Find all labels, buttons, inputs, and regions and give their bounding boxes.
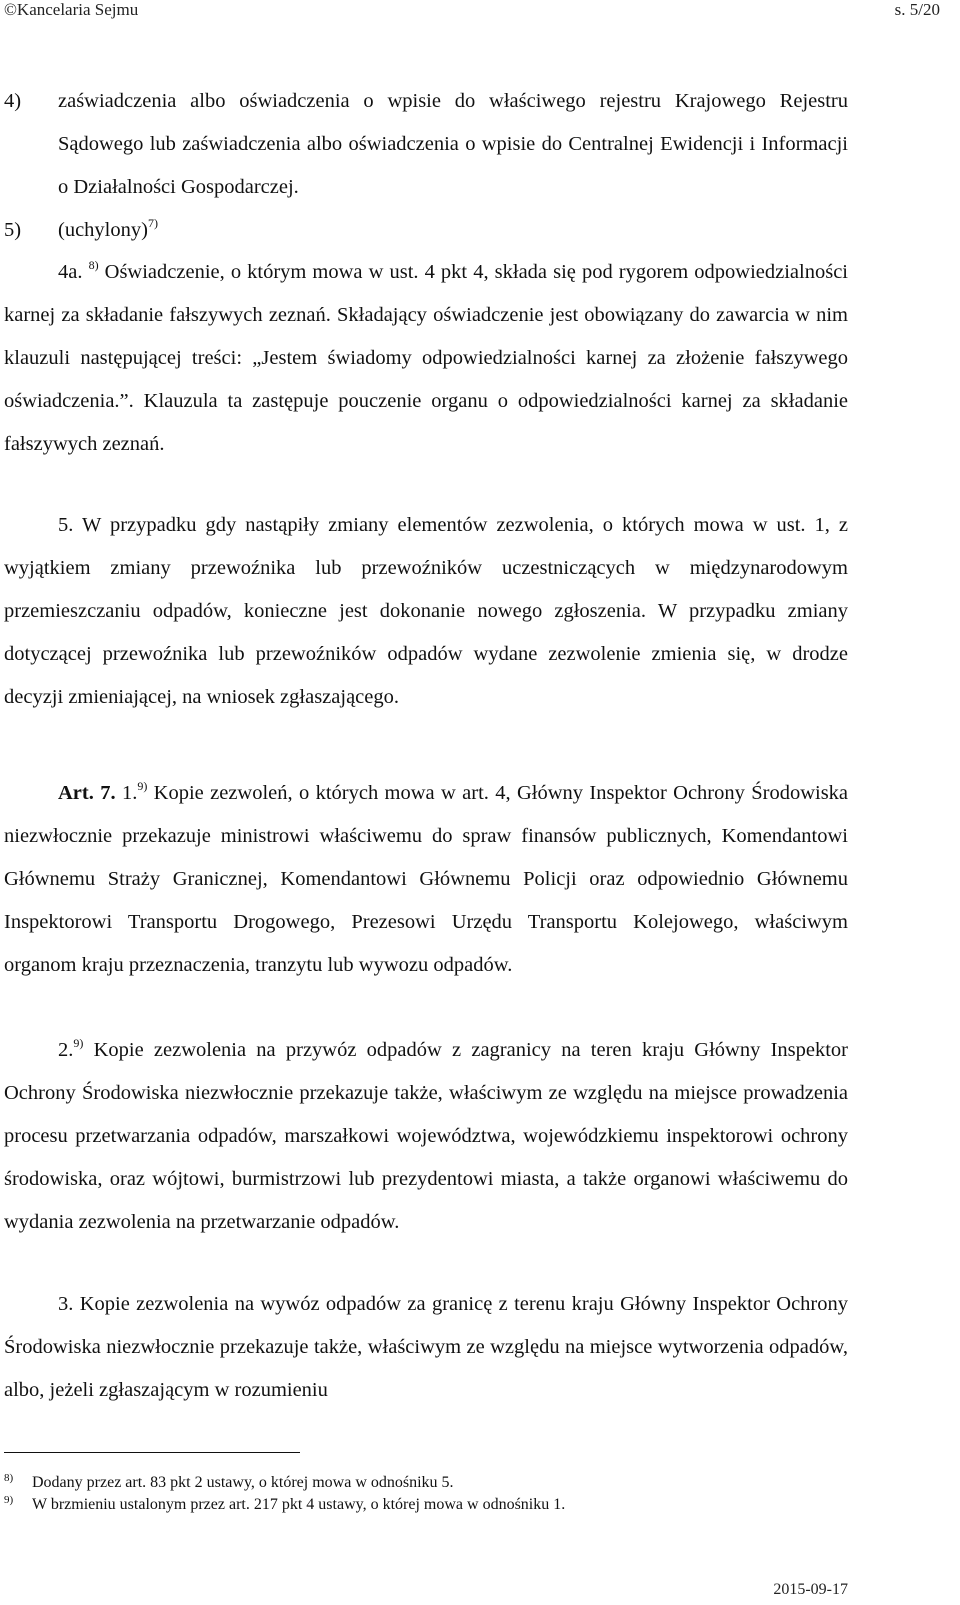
header-copyright: ©Kancelaria Sejmu — [4, 0, 139, 19]
footer-date: 2015-09-17 — [773, 1581, 848, 1598]
article-7-paragraph-1-number: 1. — [121, 782, 138, 804]
item-5-number: 5) — [4, 219, 22, 241]
article-7-paragraph-1-text: Kopie zezwoleń, o których mowa w art. 4, Główny Inspektor Ochrony Środowiska niezwłocznie przekazuje ministrowi właściwemu do spraw finansów publicznych, Komendantowi Głównemu Straży Granicznej, Komendantowi Głównemu Policji oraz odpowiednio Głównemu Inspektorowi Transportu Drogowego, Prezesowi Urzędu Transportu Kolejowego, właściwym organom kraju przeznaczenia, tranzytu lub wywozu odpadów. — [4, 782, 849, 976]
article-7-paragraph-3 — [4, 1283, 848, 1412]
article-7-paragraph-2-footnote-ref: 9) — [73, 1036, 84, 1050]
paragraph-5 — [4, 504, 848, 719]
footnote-9 — [4, 1490, 565, 1515]
article-7-paragraph-2 — [4, 1029, 848, 1244]
paragraph-4a-text: Oświadczenie, o którym mowa w ust. 4 pkt 4, składa się pod rygorem odpowiedzialności karnej za składanie fałszywych zeznań. Składający oświadczenie jest obowiązany do zawarcia w nim klauzuli następującej treści: „Jestem świadomy odpowiedzialności karnej za złożenie fałszywego oświadczenia.”. Klauzula ta zastępuje pouczenie organu o odpowiedzialności karnej za składanie fałszywych zeznań. — [4, 261, 849, 455]
article-7-paragraph-3-text: 3. Kopie zezwolenia na wywóz odpadów za granicę z terenu kraju Główny Inspektor Ochrony Środowiska niezwłocznie przekazuje także, właściwym ze względu na miejsce wytworzenia odpadów, albo, jeżeli zgłaszającym w rozumieniu — [4, 1293, 848, 1401]
article-7-paragraph-1 — [4, 772, 848, 987]
header-page-number: s. 5/20 — [894, 0, 940, 19]
footnote-9-text: W brzmieniu ustalonym przez art. 217 pkt 4 ustawy, o której mowa w odnośniku 1. — [32, 1496, 566, 1513]
article-7-paragraph-1-footnote-ref: 9) — [137, 779, 148, 793]
article-7-label: Art. 7. — [58, 782, 116, 804]
paragraph-4a-label: 4a. — [58, 261, 83, 283]
footnote-8-text: Dodany przez art. 83 pkt 2 ustawy, o której mowa w odnośniku 5. — [32, 1474, 454, 1491]
item-4-number: 4) — [4, 90, 22, 112]
footnote-separator — [4, 1452, 300, 1453]
paragraph-4a-footnote-ref: 8) — [88, 258, 99, 272]
item-5-footnote-ref: 7) — [147, 216, 158, 230]
footnote-9-mark: 9) — [4, 1494, 14, 1506]
paragraph-4a — [4, 251, 848, 466]
article-7-paragraph-2-text: Kopie zezwolenia na przywóz odpadów z zagranicy na teren kraju Główny Inspektor Ochrony Środowiska niezwłocznie przekazuje także, właściwym ze względu na miejsce prowadzenia procesu przetwarzania odpadów, marszałkowi województwa, wojewódzkiemu inspektorowi ochrony środowiska, oraz wójtowi, burmistrzowi lub prezydentowi miasta, a także organowi właściwemu do wydania zezwolenia na przetwarzanie odpadów. — [4, 1039, 848, 1233]
item-5-text: (uchylony) — [58, 219, 148, 241]
paragraph-5-text: 5. W przypadku gdy nastąpiły zmiany elementów zezwolenia, o których mowa w ust. 1, z wyjątkiem zmiany przewoźnika lub przewoźników uczestniczących w międzynarodowym przemieszczaniu odpadów, konieczne jest dokonanie nowego zgłoszenia. W przypadku zmiany dotyczącej przewoźnika lub przewoźników odpadów wydane zezwolenie zmienia się, w drodze decyzji zmieniającej, na wniosek zgłaszającego. — [4, 514, 848, 708]
article-7-paragraph-2-number: 2. — [58, 1039, 74, 1061]
item-5 — [58, 209, 848, 252]
item-4-text: zaświadczenia albo oświadczenia o wpisie do właściwego rejestru Krajowego Rejestru Sądowego lub zaświadczenia albo oświadczenia o wpisie do Centralnej Ewidencji i Informacji o Działalności Gospodarczej. — [58, 90, 848, 198]
footnote-8-mark: 8) — [4, 1472, 14, 1484]
